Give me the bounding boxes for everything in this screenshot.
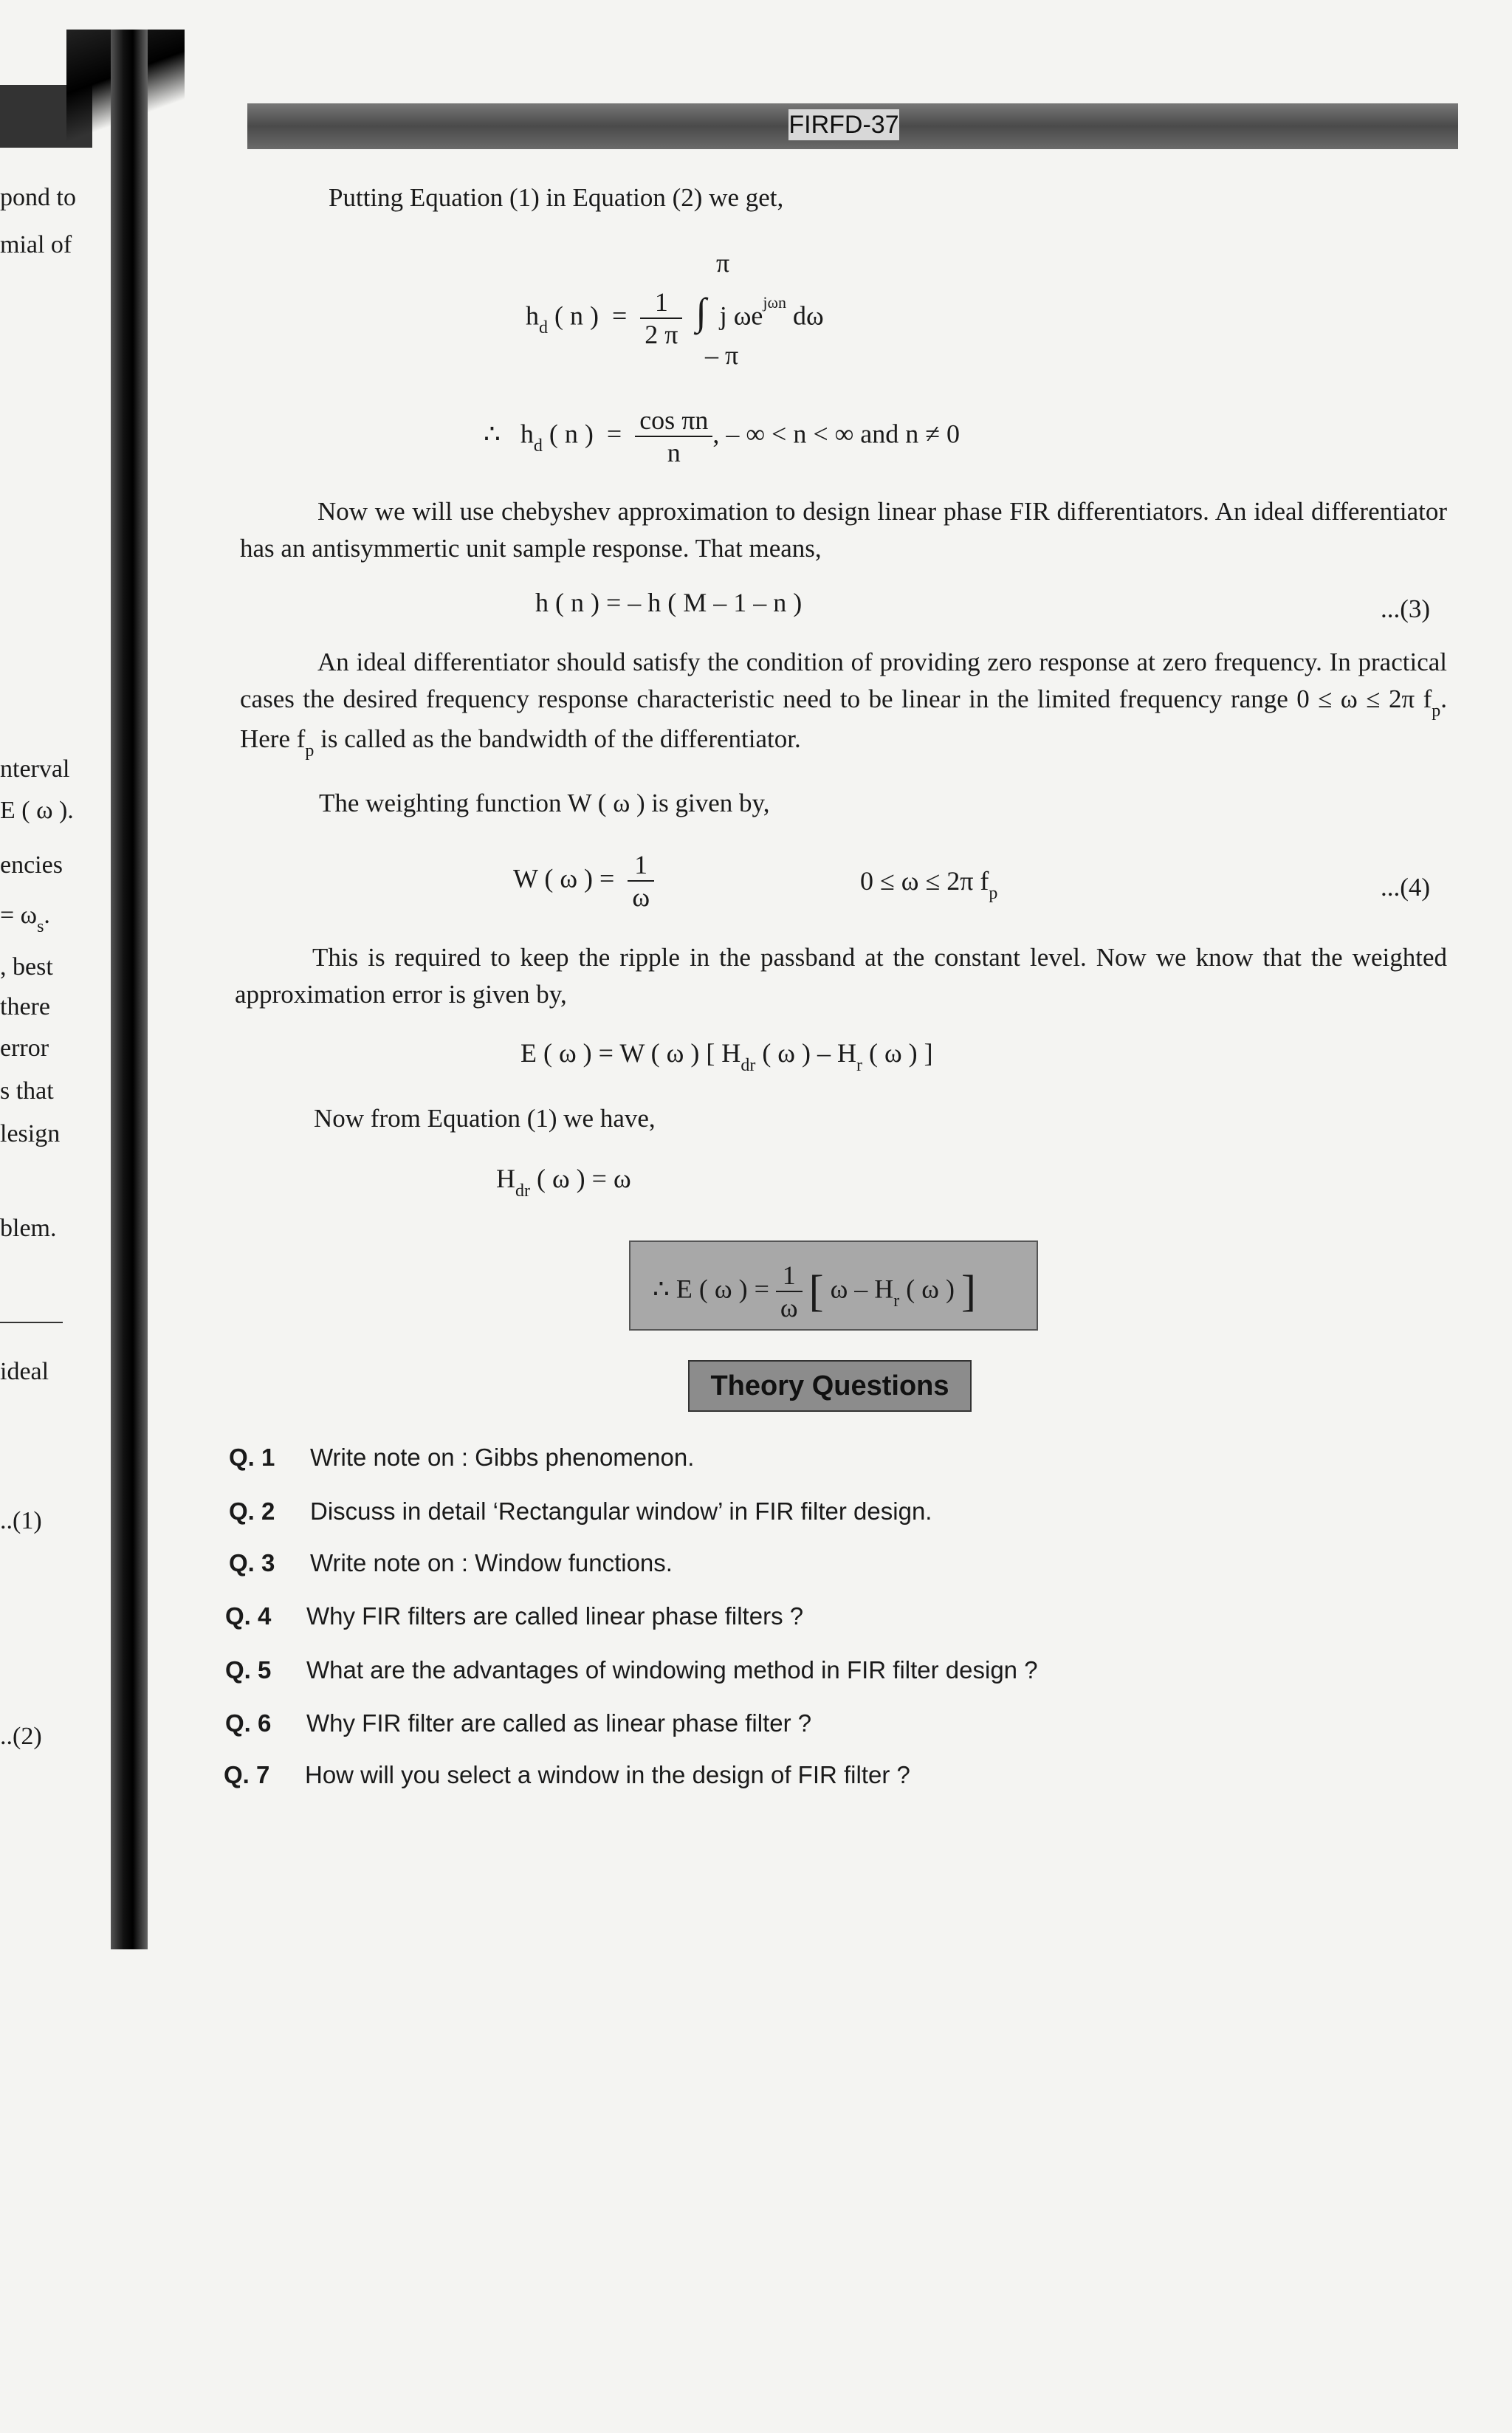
question-item: Q. 4 Why FIR filters are called linear phase filters ? xyxy=(225,1602,804,1630)
eq4-number: ...(4) xyxy=(1381,873,1431,902)
paragraph-ripple: This is required to keep the ripple in the passband at the constant level. Now we know that the weighted approximation error is given by, xyxy=(235,943,1447,1009)
left-fragment: encies xyxy=(0,851,63,879)
left-fragment: pond to xyxy=(0,184,76,211)
left-fragment: blem. xyxy=(0,1215,57,1242)
question-item: Q. 1 Write note on : Gibbs phenomenon. xyxy=(229,1444,695,1471)
eq6: $H_{dr}$ ( ω ) = ω xyxy=(496,1164,631,1201)
eq3: h ( n ) = – h ( M – 1 – n ) xyxy=(535,588,803,617)
question-item: Q. 7 How will you select a window in the design of FIR filter ? xyxy=(224,1761,910,1788)
left-fragment: = $\omega_s$. xyxy=(0,902,50,936)
theory-questions-title: Theory Questions xyxy=(688,1360,972,1412)
eq5: E ( ω ) = W ( ω ) [ $H_{dr}$ ( ω ) – $H_r$ ( ω ) ] xyxy=(520,1038,933,1075)
eq1-upper-limit: π xyxy=(716,248,730,278)
eq3-number: ...(3) xyxy=(1381,594,1431,623)
binding-shadow xyxy=(111,30,148,1949)
weighting-text: The weighting function W ( ω ) is given by, xyxy=(319,789,770,817)
boxed-result: ∴ E ( ω ) = $\frac{1}{\omega}$ [ ω – $H_r$ ( ω ) ] xyxy=(629,1240,1038,1331)
paragraph-chebyshev: Now we will use chebyshev approximation to design linear phase FIR differentiators. An ideal differentiator has an antisymmertic unit sample response. That means, xyxy=(240,497,1447,563)
eq4: W ( ω ) = $\frac{1}{\omega}$ xyxy=(513,849,654,913)
question-item: Q. 2 Discuss in detail ‘Rectangular window’ in FIR filter design. xyxy=(229,1497,932,1525)
page-number-label: FIRFD-37 xyxy=(788,111,899,139)
question-item: Q. 3 Write note on : Window functions. xyxy=(229,1549,673,1576)
left-fragment: lesign xyxy=(0,1120,61,1147)
left-fragment: mial of xyxy=(0,231,72,258)
left-fragment: error xyxy=(0,1034,49,1062)
left-fragment: s that xyxy=(0,1077,54,1105)
left-fragment: ..(1) xyxy=(0,1507,42,1534)
left-fragment: there xyxy=(0,993,50,1020)
left-fragment: E ( ω ). xyxy=(0,797,74,824)
left-fragment: nterval xyxy=(0,755,70,783)
divider xyxy=(0,1322,63,1323)
eq4-range: 0 ≤ ω ≤ 2π $f_p$ xyxy=(860,866,998,903)
question-item: Q. 5 What are the advantages of windowing method in FIR filter design ? xyxy=(225,1656,1038,1684)
eq1: $h_d$ ( n ) = $\frac{1}{2 \pi}$ ∫ j $\omega e^{j\omega n}$ dω xyxy=(526,287,824,349)
left-fragment: ..(2) xyxy=(0,1723,42,1750)
paragraph-ideal-differentiator: An ideal differentiator should satisfy the condition of providing zero response at zero frequency. In practical cases the desired frequency response characteristic need to be linear in the limited frequency range 0 ≤ ω ≤ 2π $f_p$. Here $f_p$ is called as the bandwidth of the differentiator. xyxy=(240,648,1447,761)
left-fragment: , best xyxy=(0,953,53,981)
intro-text: Putting Equation (1) in Equation (2) we get, xyxy=(329,183,784,212)
equation-1-text: Now from Equation (1) we have, xyxy=(314,1104,656,1133)
eq2: ∴ $h_d$ ( n ) = $\frac{\text{cos πn}}{n}$ , – ∞ < n < ∞ and n ≠ 0 xyxy=(484,405,961,467)
left-fragment: ideal xyxy=(0,1358,49,1385)
question-item: Q. 6 Why FIR filter are called as linear phase filter ? xyxy=(225,1709,812,1737)
eq1-lower-limit: – π xyxy=(705,340,739,370)
